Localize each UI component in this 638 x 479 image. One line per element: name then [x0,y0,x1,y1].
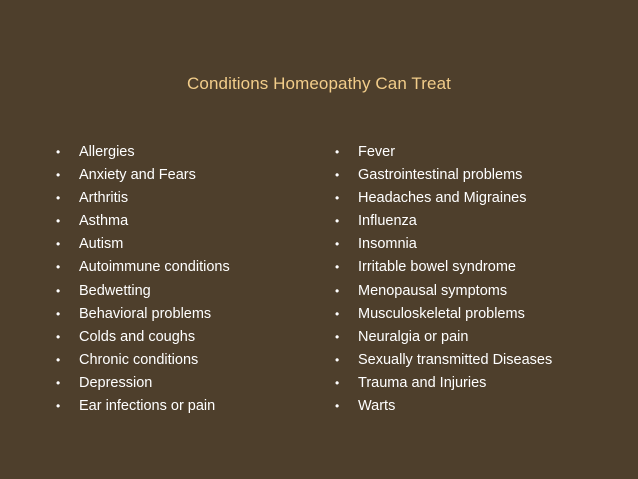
list-item [56,256,306,279]
bullet-icon: • [56,375,61,390]
list-item [335,141,625,164]
bullet-icon: • [56,260,61,275]
list-item-label: Autism [79,236,124,253]
list-item-label: Warts [358,398,396,415]
list-item-label: Ear infections or pain [79,398,216,415]
list-item [335,164,625,187]
list-item [335,256,625,279]
bullet-icon: • [335,399,340,414]
list-item [335,233,625,256]
list-item-label: Chronic conditions [79,351,199,368]
list-item-label: Irritable bowel syndrome [358,259,516,276]
list-item [335,372,625,395]
list-item [56,210,306,233]
list-item-label: Trauma and Injuries [358,374,487,391]
list-item [56,303,306,326]
bullet-icon: • [56,168,61,183]
list-item-label: Fever [358,144,396,160]
list-item-label: Arthritis [79,190,129,207]
bullet-icon: • [56,306,61,321]
list-item [335,326,625,349]
bullet-icon: • [56,214,61,229]
list-item-label: Colds and coughs [79,328,196,345]
list-item [335,210,625,233]
list-item [56,280,306,303]
bullet-icon: • [335,145,340,159]
list-item [56,187,306,210]
list-item [56,164,306,187]
bullet-icon: • [56,283,61,298]
list-item-label: Influenza [358,213,417,230]
left-bullet-list [56,141,306,418]
list-item-label: Headaches and Migraines [358,190,527,207]
list-item-label: Depression [79,374,153,391]
list-item-label: Anxiety and Fears [79,167,196,184]
bullet-icon: • [56,399,61,414]
bullet-icon: • [335,306,340,321]
bullet-icon: • [335,283,340,298]
bullet-icon: • [335,375,340,390]
bullet-icon: • [335,352,340,367]
right-bullet-list [335,141,625,418]
list-item [56,326,306,349]
bullet-icon: • [56,329,61,344]
list-item-label: Behavioral problems [79,305,212,322]
bullet-icon: • [335,237,340,252]
list-item [335,280,625,303]
list-item-label: Autoimmune conditions [79,259,230,276]
bullet-icon: • [56,145,61,159]
bullet-icon: • [335,168,340,183]
list-item-label: Musculoskeletal problems [358,305,525,322]
list-item-label: Sexually transmitted Diseases [358,351,553,368]
list-item [335,187,625,210]
list-item [335,349,625,372]
list-item-label: Insomnia [358,236,417,253]
list-item [56,395,306,418]
list-item [56,372,306,395]
list-item-label: Allergies [79,144,135,160]
list-item [335,395,625,418]
list-item-label: Neuralgia or pain [358,328,469,345]
bullet-icon: • [56,191,61,206]
bullet-icon: • [335,329,340,344]
list-item-label: Asthma [79,213,129,230]
slide-title: Conditions Homeopathy Can Treat [187,74,451,93]
list-item [56,141,306,164]
bullet-icon: • [335,214,340,229]
bullet-icon: • [56,237,61,252]
list-item-label: Bedwetting [79,282,151,299]
list-item [56,233,306,256]
bullet-icon: • [335,191,340,206]
bullet-icon: • [56,352,61,367]
bullet-icon: • [335,260,340,275]
list-item [56,349,306,372]
list-item-label: Menopausal symptoms [358,282,508,299]
list-item-label: Gastrointestinal problems [358,167,523,184]
list-item [335,303,625,326]
